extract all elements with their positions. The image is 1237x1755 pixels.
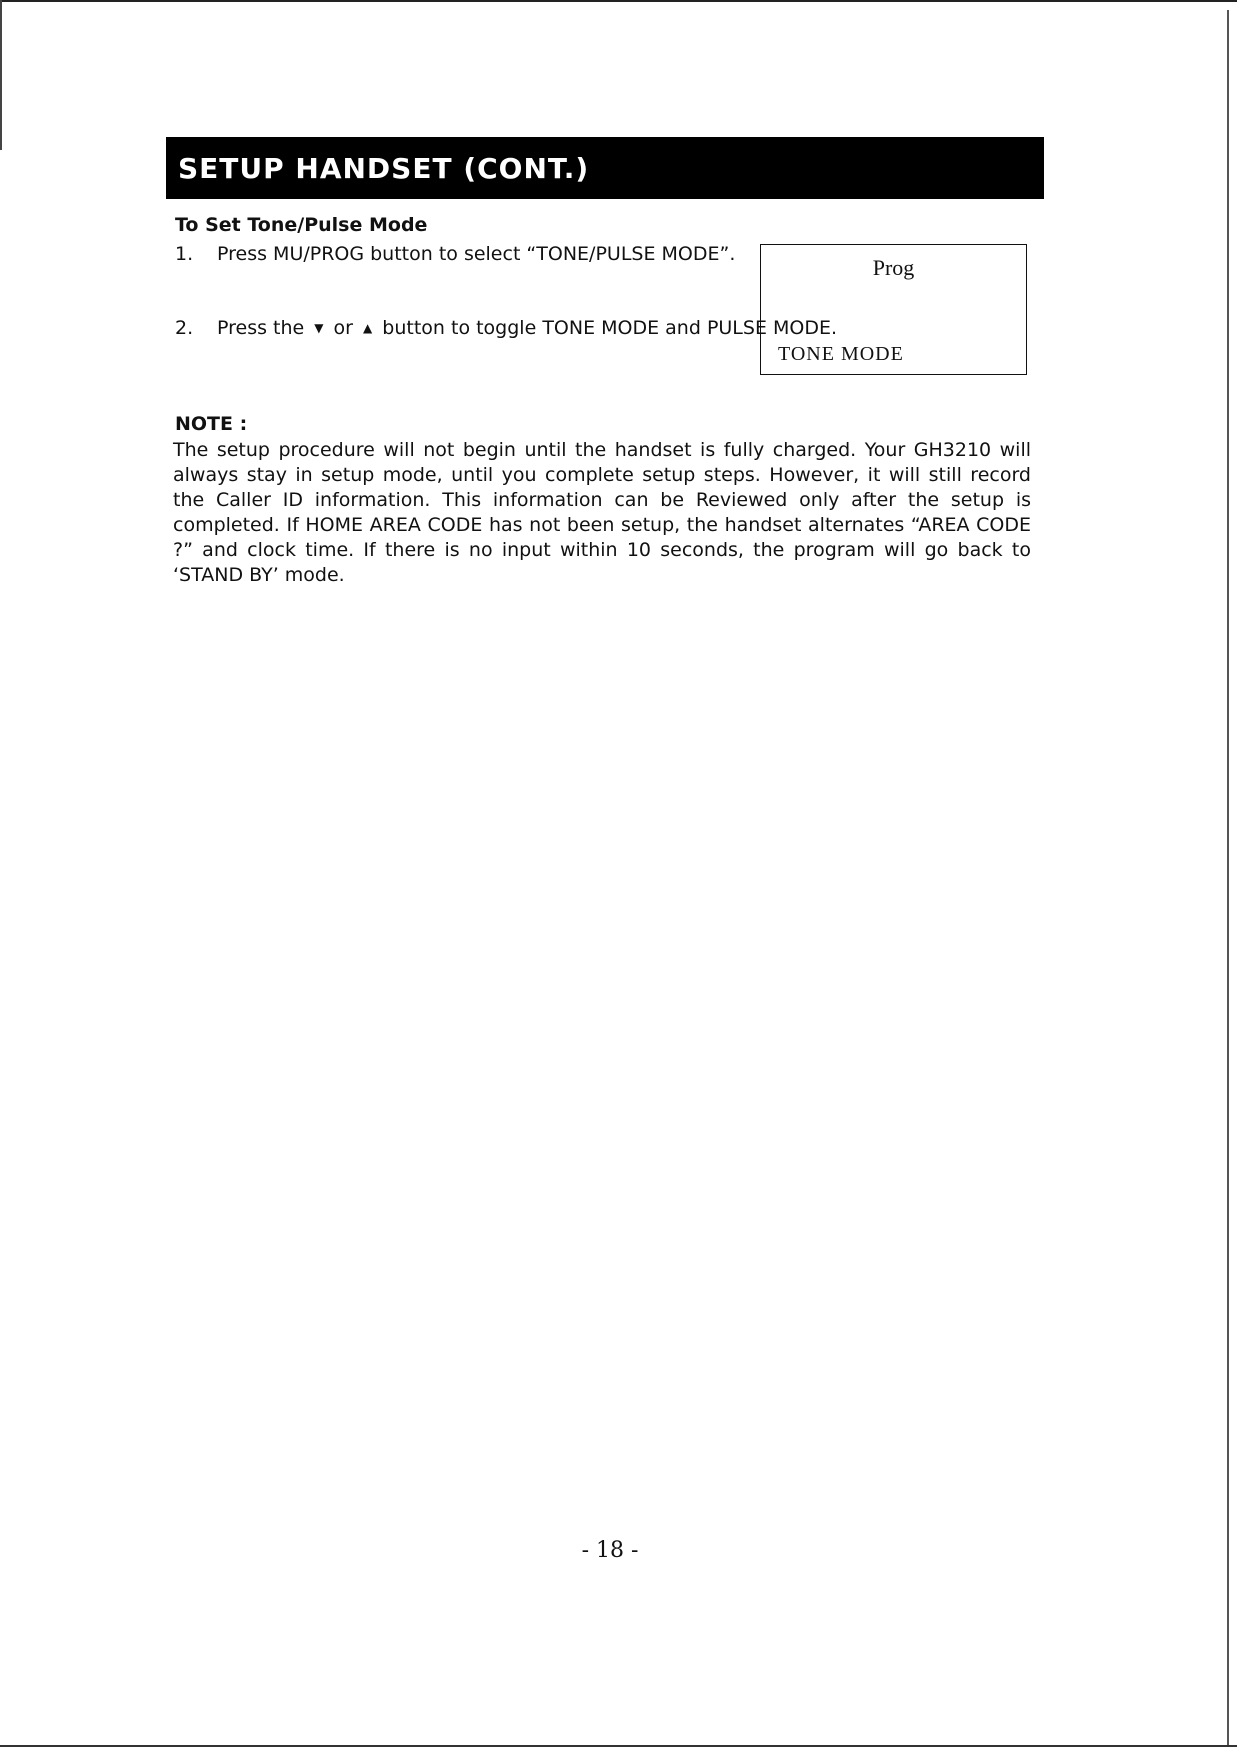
step-text: Press MU/PROG button to select “TONE/PULSE MODE”.	[217, 243, 736, 265]
lcd-top-text: Prog	[872, 255, 915, 280]
subheading-tone-pulse: To Set Tone/Pulse Mode	[175, 214, 428, 236]
note-label: NOTE :	[175, 413, 248, 435]
step-text-before: Press the	[217, 317, 311, 339]
page-number: - 18 -	[581, 1538, 639, 1563]
scan-edge-top	[0, 0, 1237, 2]
scan-edge-bottom	[0, 1745, 1237, 1747]
lcd-bottom-text: TONE MODE	[778, 343, 904, 365]
step-text-or: or	[327, 317, 360, 339]
step-number: 2.	[175, 317, 194, 339]
step-text-after: button to toggle TONE MODE and PULSE MODE.	[376, 317, 838, 339]
scan-edge-left	[0, 0, 2, 150]
step-number: 1.	[175, 243, 194, 265]
scan-edge-right	[1227, 10, 1229, 1745]
up-arrow-icon: ▲	[363, 321, 373, 335]
down-arrow-icon: ▼	[314, 321, 324, 335]
section-title: SETUP HANDSET (CONT.)	[178, 151, 590, 185]
note-paragraph: The setup procedure will not begin until the handset is fully charged. Your GH3210 will always stay in setup mode, until you complete setup steps. However, it will still record the Caller ID information. This information can be Reviewed only after the setup is completed. If HOME AREA CODE has not been setup, the handset alternates “AREA CODE ?” and clock time. If there is no input within 10 seconds, the program will go back to ‘STAND BY’ mode.	[173, 439, 1031, 586]
section-header-bar	[166, 137, 1044, 199]
lcd-display-illustration	[760, 244, 1027, 375]
